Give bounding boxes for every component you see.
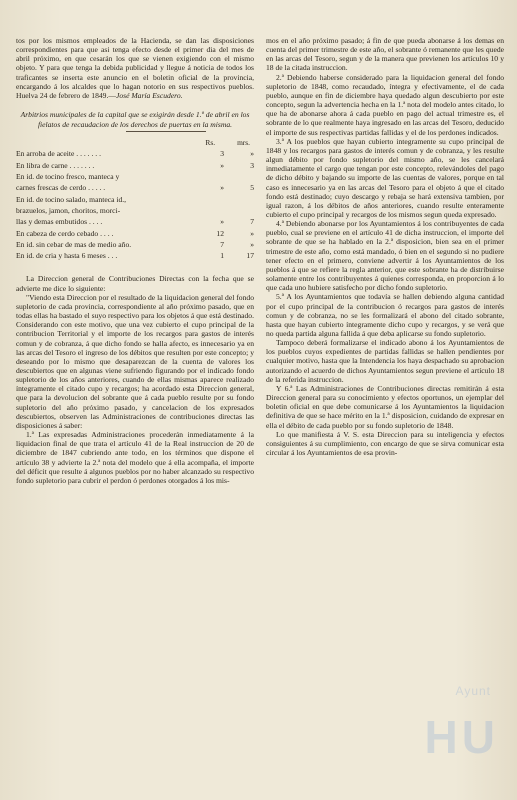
intro-paragraph: La Direccion general de Contribuciones Directas con la fecha que se advierte me dice lo siguiente: <box>16 274 254 293</box>
divider <box>126 131 206 132</box>
tariff-title: Arbitrios municipales de la capital que se exigirán desde 1.º de abril en los fielatos de recaudacion de los derechos de puertas en la misma. <box>20 110 250 129</box>
table-row: brazuelos, jamon, choritos, morci- <box>16 205 121 215</box>
table-row: En id. sin cebar de mas de medio año. 7 » <box>16 239 254 249</box>
rule-5-paragraph: 5.ª A los Ayuntamientos que todavía se hallen debiendo alguna cantidad por el cupo principal de la contribucion ó recargos para gastos de interés comun y de cobranza, no se les formalizará el abono del citado sobrante, hasta que hayan cubierto íntegramente dicho cupo y recargos, y se verá que no queda partida alguna fallida á que deba aplicarse su fondo supletorio. <box>266 292 504 338</box>
table-row: En cabeza de cerdo cebado . . . . 12 » <box>16 228 254 238</box>
notice-paragraph: tos por los mismos empleados de la Hacienda, se dan las disposiciones correspondientes para que asi tenga efecto desde el primer dia del mes de abril próximo, en que cesarán los que se vienen exigiendo con el mismo objeto. Y para que tenga la debida publicidad y llegue á noticia de todos los traficantes se inserta este anuncio en el boletin oficial de la provincia, encargando á los alcaldes que lo hagan notorio en sus respectivos pueblos. Huelva 24 de febrero de 1849.—José María Escudero. <box>16 36 254 100</box>
left-column <box>16 36 254 790</box>
table-row: En id. de cria y hasta 6 meses . . . 1 17 <box>16 251 254 261</box>
rule-3-paragraph: 3.ª A los pueblos que hayan cubierto integramente su cupo principal de 1848 y los recargos para gastos de interés comun y de cobranza, y les resulte algun débito por fondo supletorio del mismo año, se les cancelará inmediatamente el cargo que tengan por este concepto, relevándoles del pago de dicho débito y bajando su importe de las cuentas de valores, porque en tal caso es innecesario ya en las arcas del Tesoro para el objeto á que el citado fondo está destinado; cuyo descargo y rebaja se hará extensiva tambien, por igual razon, á los débitos de años anteriores, cuando resulte enteramente cubierto el cupo principal y recargos de los mismos segun queda expresado. <box>266 136 504 219</box>
tariff-header <box>16 138 250 147</box>
col-mrs: mrs. <box>237 138 250 148</box>
table-row: En arroba de aceite . . . . . . . 3 » <box>16 149 254 159</box>
extra-paragraph: Tampoco deberá formalizarse el indicado abono á los Ayuntamientos de los pueblos cuyos expedientes de partidas fallidas se hallen pendientes por cualquier motivo, hasta que la Intendencia los haya despachado su aprobacion autorizando el acuerdo de dichos Ayuntamientos segun previene el artículo 18 de la referida instruccion. <box>266 338 504 384</box>
rule-2-paragraph: 2.ª Debiendo haberse considerado para la liquidacion general del fondo supletorio de 1848, como recaudado, íntegra y efectivamente, el de cada pueblo, aunque en fin de diciembre haya quedado algun descubierto por este concepto, segun la advertencia hecha en la 1.ª nota del modelo antes citado, lo que ha de abonarse ahora á cada pueblo en pago del actual trimestre es, el sobrante de lo que realmente haya ingresado en las arcas del Tesoro, deducido el importe de sus respectivas partidas fallidas y el de los perdones indicados. <box>266 72 504 137</box>
table-row: En id. de tocino fresco, manteca y <box>16 172 120 182</box>
table-row: llas y demas embutidos . . . . » 7 <box>16 217 254 227</box>
table-row: En libra de carne . . . . . . . » 3 <box>16 160 254 170</box>
table-row: carnes frescas de cerdo . . . . . » 5 <box>16 183 254 193</box>
rule-4-paragraph: 4.ª Debiendo abonarse por los Ayuntamientos á los contribuyentes de cada pueblo, cual se previene en el artículo 41 de dicha instruccion, el importe del sobrante de que se ha hablado en la 2.ª disposicion, bien sea en el primer trimestre de este año, como está mandado, ó bien en el segundo si no pudiere tener efecto en el primero, conviene advertir á los Ayuntamientos de los pueblos á que se refiere la regla anterior, que este sobrante ha de distribuirse solamente entre los contribuyentes á quienes corresponda, en proporcion á lo que cada uno hubiere satisfecho por dicho fondo supletorio. <box>266 219 504 293</box>
rule-6-paragraph: Y 6.ª Las Administraciones de Contribuciones directas remitirán á esta Direccion general para su conocimiento y efectos oportunos, un ejemplar del boletin oficial en que debe comunicarse á los Ayuntamientos la liquidacion definitiva de que se hace mérito en la 1.ª disposicion, cuidando de expresar en ella el débito de cada pueblo por su fondo supletorio de 1848. <box>266 383 504 430</box>
right-column <box>266 36 504 790</box>
closing-paragraph: Lo que manifiesta á V. S. esta Direccion para su inteligencia y efectos consiguientes á su cumplimiento, con encargo de que se sirva comunicar esta circular á los Ayuntamientos de esa provin- <box>266 429 504 458</box>
table-row: En id. de tocino salado, manteca id., <box>16 194 127 204</box>
tariff-table <box>16 149 254 260</box>
signature: José María Escudero. <box>115 90 183 100</box>
continued-paragraph: mos en el año próximo pasado; á fin de que pueda abonarse á los demas en cuenta del primer trimestre de este año, el sobrante ó remanente que les quede en las arcas del Tesoro, segun y de la manera que previenen los artículos 10 y 18 de la citada instruccion. <box>266 36 504 73</box>
col-rs: Rs. <box>205 138 216 148</box>
watermark-big: HU <box>424 711 499 763</box>
body-paragraph: "Viendo esta Direccion por el resultado de la liquidacion general del fondo supletorio de cada provincia, correspondiente al año próximo pasado, que en todas ellas ha bastado el suyo respectivo para los objetos á que está destinado. Considerando con este motivo, que una vez cubierto el cupo principal de la contribucion Territorial y el importe de los recargos para gastos de interés comun y de cobranza, á que dicho fondo se halla afecto, es innecesario ya en las arcas del Tesoro el ingreso de los débitos que resulten por este concepto; y deseando por lo mismo que desaparezcan de la cuenta de valores los descubiertos que en algunas viene sufriendo figurando por el indicado fondo supletorio de los años anteriores, cuando de ellas mismas aparece realizado íntegramente el citado cupo y recargos; ha acordado esta Direccion general, que para la devolucion del sobrante que á cada pueblo resulte por su fondo supletorio del año próximo pasado, y cancelacion de los expresados descubiertos, observen las Administraciones de contribuciones directas las disposiciones á saber: <box>16 292 254 430</box>
rule-1-paragraph: 1.ª Las expresadas Administraciones procederán inmediatamente á la liquidacion final de que trata el artículo 41 de la Real instruccion de 20 de diciembre de 1847 cubriendo ante todo, en los términos que dispone el artículo 38 y advierte la 2.ª nota del modelo que á ella acompaña, el importe del déficit que resulte á algunos pueblos por no haber alcanzado su respectivo fondo supletorio para cubrir el perdon ó perdones otorgados á los mis- <box>16 430 254 485</box>
watermark-top: Ayunt <box>455 684 491 698</box>
